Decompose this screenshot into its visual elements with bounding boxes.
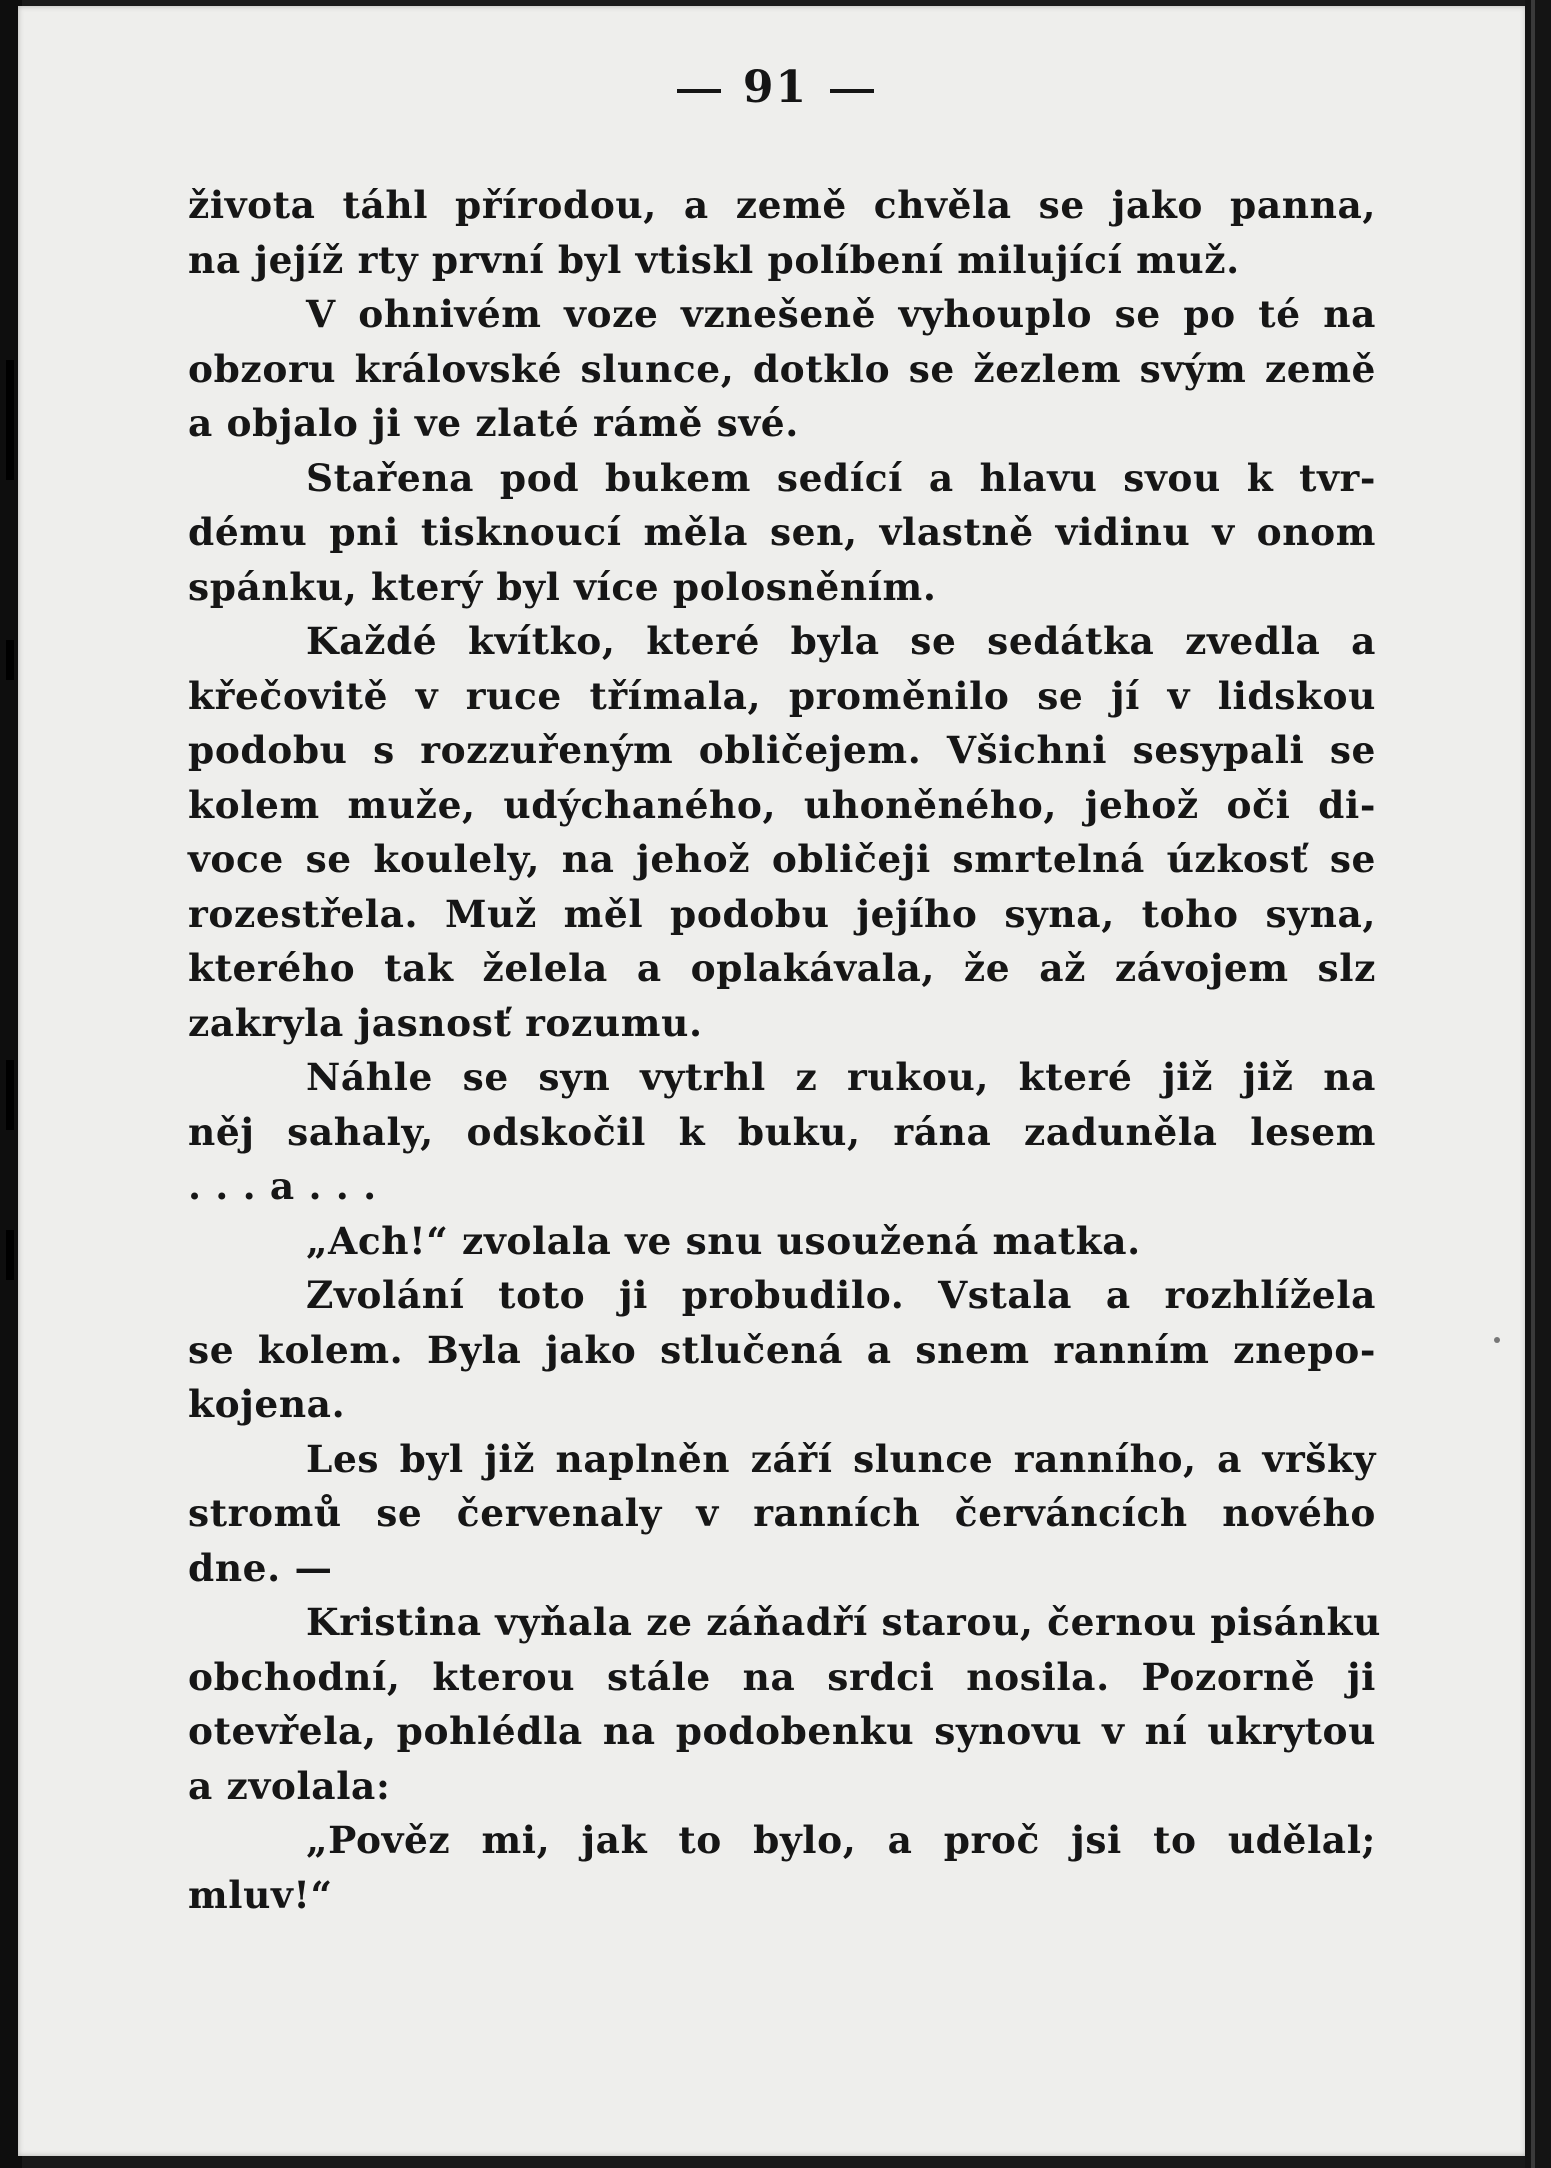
text-line: kojena. [188, 1382, 346, 1426]
scan-speck [1494, 1337, 1500, 1343]
text-line: života táhl přírodou, a země chvěla se jako panna, [188, 183, 1376, 227]
page-number: 91 [742, 62, 809, 113]
text-line: „Ach!“ zvolala ve snu usoužená matka. [306, 1218, 1141, 1263]
scan-edge-line [1531, 0, 1535, 2168]
text-line: a objalo ji ve zlaté rámě své. [188, 401, 799, 445]
paragraph [188, 1432, 1376, 1596]
page-number-header [0, 62, 1551, 113]
paragraph [188, 1813, 1376, 1922]
paragraph [188, 614, 1376, 1050]
text-line: podobu s rozzuřeným obličejem. Všichni sesypali se [188, 728, 1376, 772]
text-line: „Pověz mi, jak to bylo, a proč jsi to udělal; [306, 1818, 1376, 1862]
text-line: Les byl již naplněn září slunce ranního, a vršky [306, 1436, 1376, 1481]
text-line: rozestřela. Muž měl podobu jejího syna, toho syna, [188, 891, 1376, 936]
text-line: kterého tak želela a oplakávala, že až závojem slz [188, 946, 1376, 990]
text-line: Stařena pod bukem sedící a hlavu svou k tvr- [306, 455, 1376, 500]
paragraph [188, 1214, 1376, 1269]
paragraph [188, 287, 1376, 451]
text-line: otevřela, pohlédla na podobenku synovu v ní ukrytou [188, 1709, 1376, 1753]
text-line: obchodní, kterou stále na srdci nosila. Pozorně ji [188, 1654, 1376, 1699]
text-line: voce se koulely, na jehož obličeji smrtelná úzkosť se [188, 837, 1376, 881]
page-body-text [188, 178, 1381, 1922]
text-line: Kristina vyňala ze záňadří starou, černou pisánku [306, 1600, 1381, 1644]
text-line: mluv!“ [188, 1872, 333, 1917]
text-line: dne. — [188, 1545, 333, 1590]
text-line: Zvolání toto ji probudilo. Vstala a rozhlížela [306, 1273, 1376, 1317]
scan-edge-mark [6, 360, 14, 480]
text-line: se kolem. Byla jako stlučená a snem ranním znepo- [188, 1327, 1376, 1372]
text-line: Každé kvítko, které byla se sedátka zvedla a [306, 619, 1376, 663]
folio-dash-right [830, 89, 874, 93]
text-line: křečovitě v ruce třímala, proměnilo se jí v lidskou [188, 673, 1376, 718]
text-line: obzoru královské slunce, dotklo se žezlem svým země [188, 346, 1376, 391]
text-line: Náhle se syn vytrhl z rukou, které již již na [306, 1055, 1376, 1099]
text-line: V ohnivém voze vznešeně vyhouplo se po té na [306, 292, 1376, 336]
text-line: stromů se červenaly v ranních červáncích nového [188, 1491, 1376, 1535]
text-line: kolem muže, udýchaného, uhoněného, jehož oči di- [188, 782, 1376, 827]
text-line: . . . a . . . [188, 1164, 377, 1208]
text-line: zakryla jasnosť rozumu. [188, 1000, 703, 1045]
paragraph [188, 178, 1376, 287]
text-line: spánku, který byl více polosněním. [188, 564, 937, 609]
scan-edge-mark [6, 1060, 14, 1130]
scan-edge-mark [6, 1230, 14, 1280]
scan-edge-mark [6, 640, 14, 680]
paragraph [188, 1268, 1376, 1432]
paragraph [188, 1595, 1381, 1813]
folio-dash-left [677, 89, 721, 93]
text-line: něj sahaly, odskočil k buku, rána zaduněla lesem [188, 1109, 1376, 1154]
scan-right-edge [1525, 0, 1551, 2168]
text-line: na jejíž rty první byl vtiskl políbení milující muž. [188, 237, 1240, 282]
text-line: dému pni tisknoucí měla sen, vlastně vidinu v onom [188, 510, 1376, 554]
paragraph [188, 451, 1376, 615]
text-line: a zvolala: [188, 1763, 391, 1808]
paragraph [188, 1050, 1376, 1214]
